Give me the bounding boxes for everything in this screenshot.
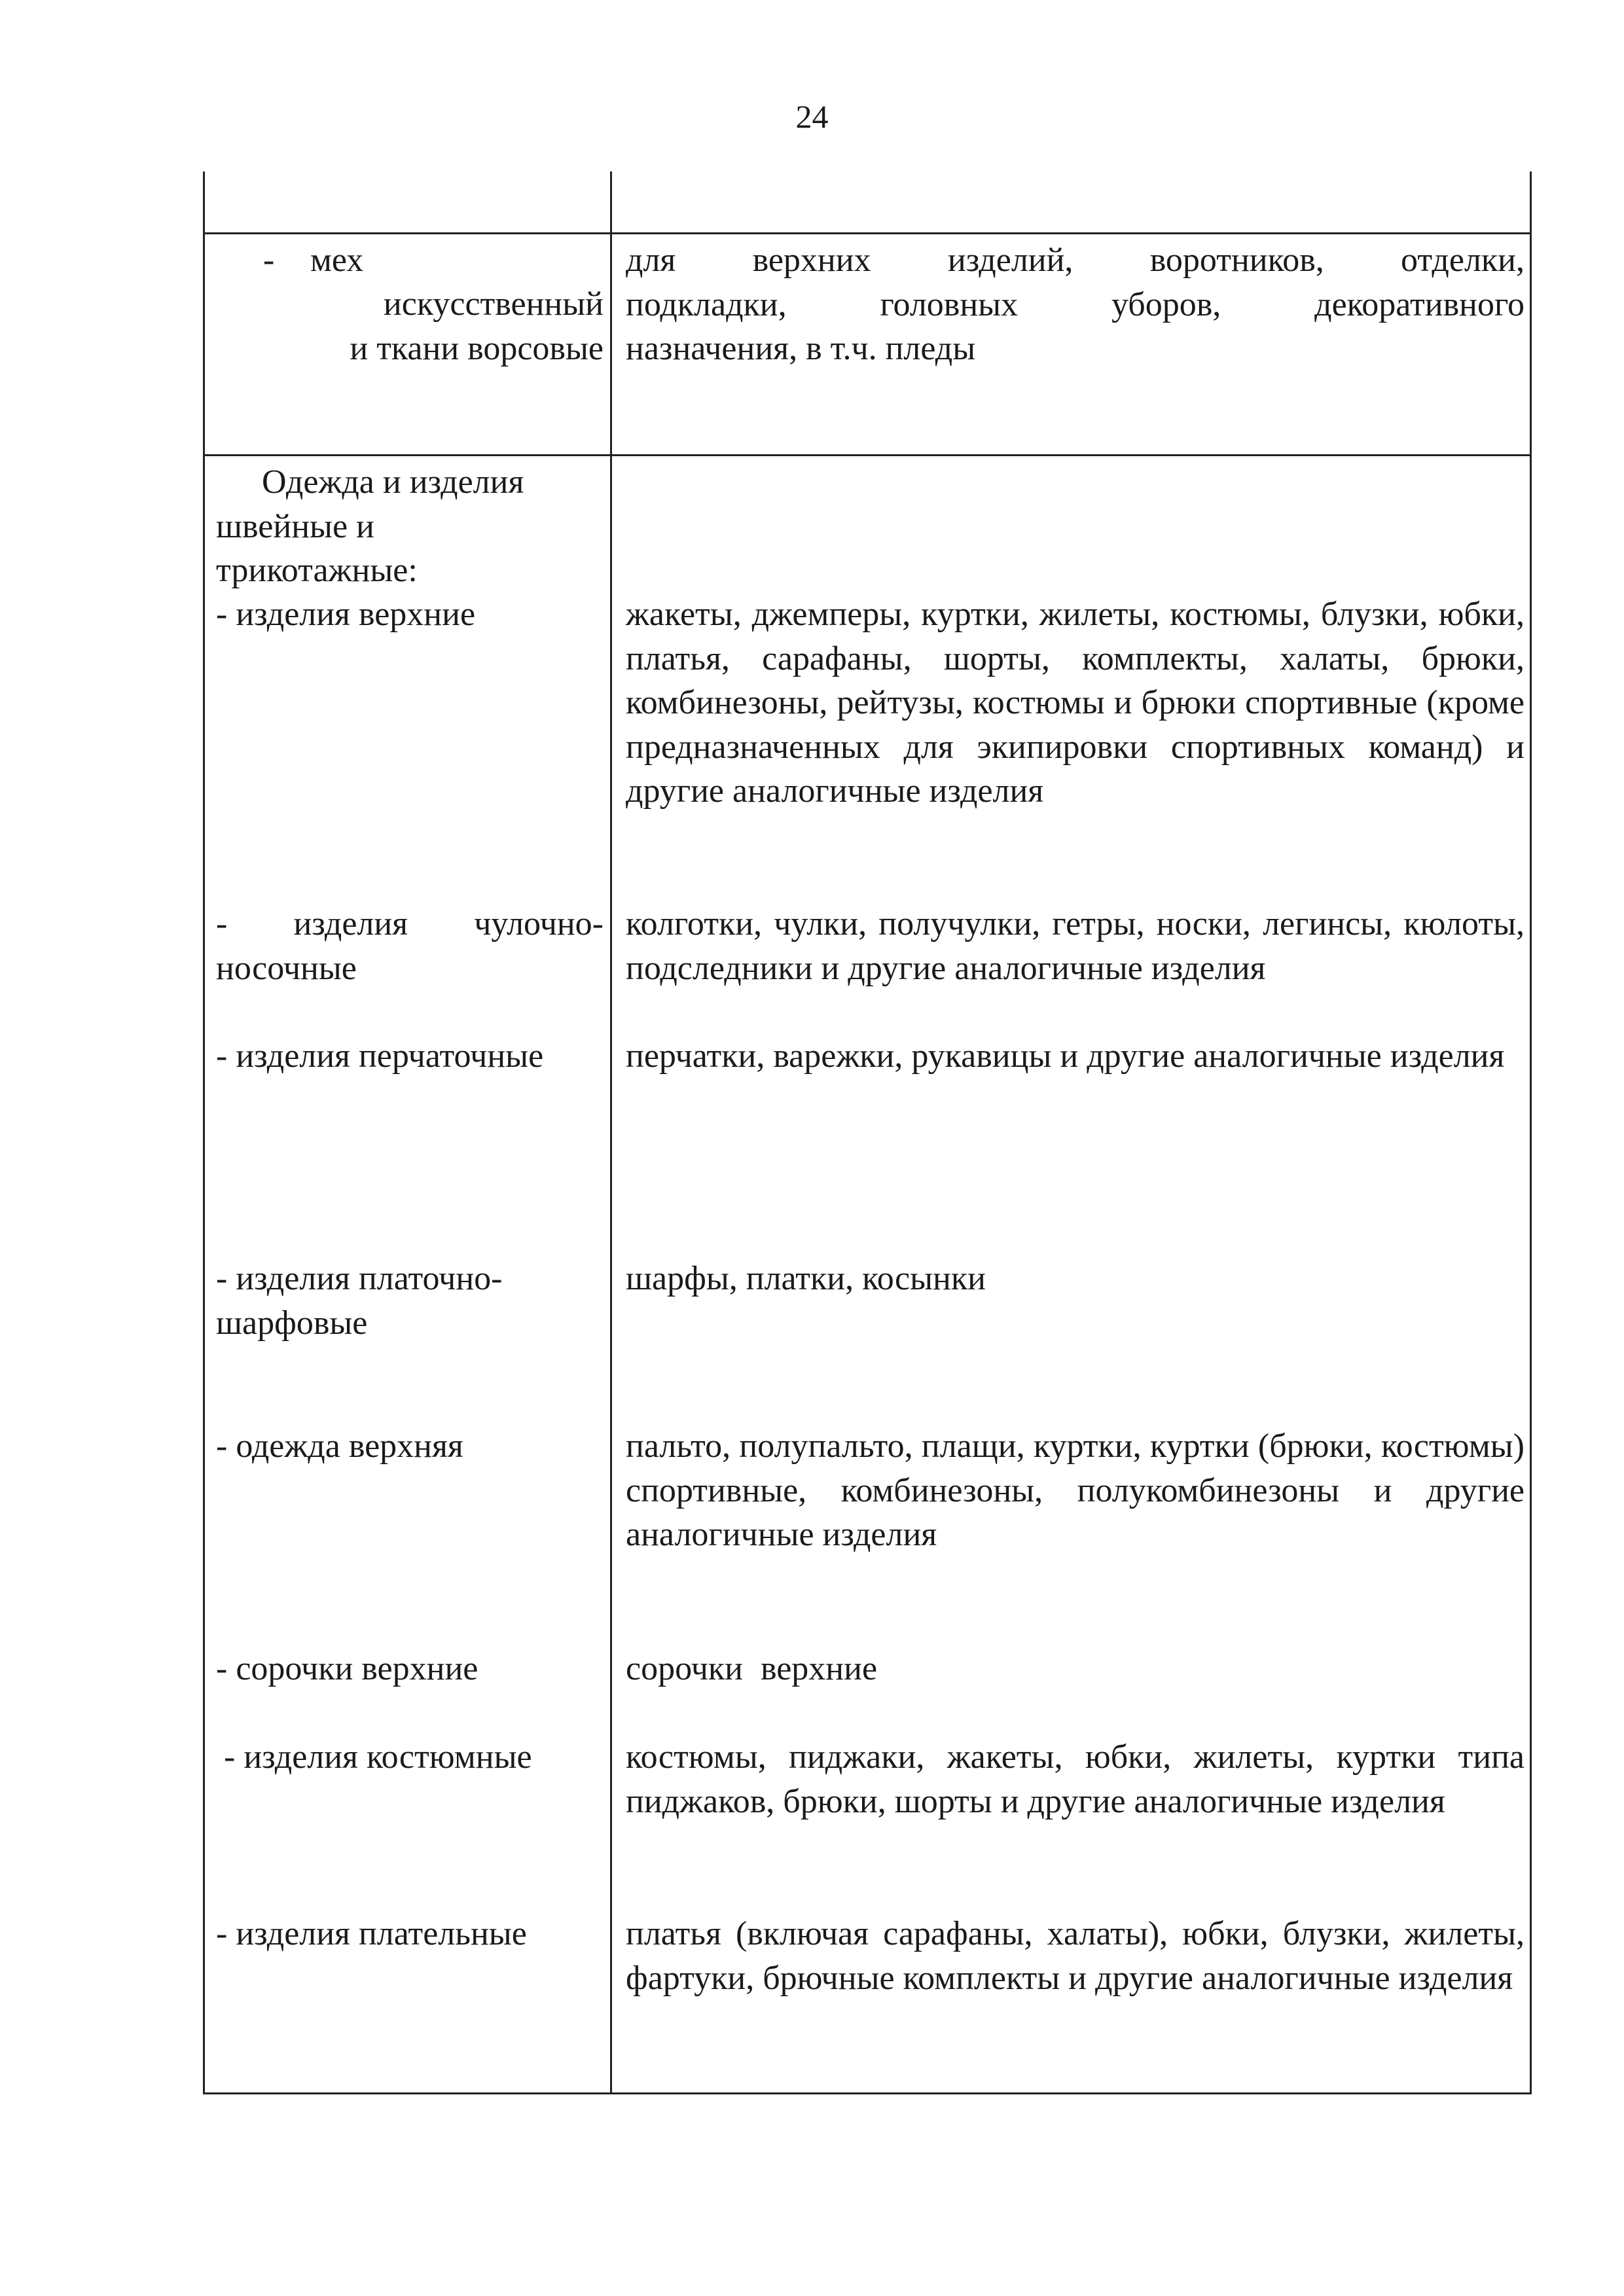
fur-desc-line-1: для верхних изделий, воротников, отделки, (626, 242, 1525, 279)
item-desc-dresses: платья (включая сарафаны, халаты), юбки, блузки, жилеты, фартуки, брючные комплекты и другие аналогичные изделия (626, 1915, 1525, 1997)
item-label-hosiery (216, 902, 604, 990)
item-label-outerwear: - одежда верхняя (216, 1427, 463, 1465)
item-label-scarves-line-1: - изделия платочно- (216, 1260, 503, 1297)
item-desc-gloves: перчатки, варежки, рукавицы и другие аналогичные изделия (626, 1037, 1505, 1075)
table-border-left (203, 171, 205, 2094)
table-column-divider (610, 171, 612, 2094)
item-label-gloves: - изделия перчаточные (216, 1037, 544, 1075)
item-label-dresses: - изделия плательные (216, 1915, 527, 1952)
item-label-scarves-line-2: шарфовые (216, 1304, 368, 1342)
row-divider-1 (203, 232, 1532, 234)
fur-word-pile-fabrics: и ткани ворсовые (350, 329, 604, 367)
item-label-hosiery-line-2: носочные (216, 949, 357, 987)
item-label-hosiery-line-1: - изделия чулочно- (216, 905, 604, 942)
clothing-heading (216, 460, 604, 593)
item-desc-shirts: сорочки верхние (626, 1650, 878, 1687)
table-border-right (1530, 171, 1532, 2094)
item-label-suits (216, 1735, 604, 1780)
fur-desc-line-3: назначения, в т.ч. пледы (626, 330, 976, 367)
fur-desc-line-2: подкладки, головных уборов, декоративного (626, 285, 1525, 323)
fur-dash: - (263, 242, 275, 279)
row-divider-2 (203, 454, 1532, 456)
item-label-scarves (216, 1257, 604, 1345)
item-desc-suits: костюмы, пиджаки, жакеты, юбки, жилеты, куртки типа пиджаков, брюки, шорты и другие аналогичные изделия (626, 1738, 1525, 1820)
item-label-shirts: - сорочки верхние (216, 1650, 478, 1687)
clothing-heading-line-2: швейные и (216, 507, 374, 545)
item-desc-outer: жакеты, джемперы, куртки, жилеты, костюмы, блузки, юбки, платья, сарафаны, шорты, комплекты, халаты, брюки, комбинезоны, рейтузы, костюмы и брюки спортивные (кроме предназначенных для экипировки спортивных команд) и другие аналогичные изделия (626, 596, 1525, 810)
fur-row-description (626, 238, 1525, 371)
table-border-bottom (203, 2092, 1532, 2094)
fur-word-artificial: искусственный (383, 285, 604, 323)
clothing-heading-line-1: Одежда и изделия (262, 463, 524, 501)
page-number: 24 (795, 98, 829, 135)
goods-table (203, 171, 1532, 2094)
fur-word-fur: мех (310, 242, 364, 279)
item-label-suits-text: - изделия костюмные (224, 1738, 532, 1776)
item-desc-scarves: шарфы, платки, косынки (626, 1260, 986, 1297)
item-desc-outerwear: пальто, полупальто, плащи, куртки, куртки (брюки, костюмы) спортивные, комбинезоны, полукомбинезоны и другие аналогичные изделия (626, 1427, 1525, 1553)
item-label-outer: - изделия верхние (216, 596, 476, 633)
item-desc-hosiery: колготки, чулки, получулки, гетры, носки, легинсы, кюлоты, подследники и другие аналогичные изделия (626, 905, 1525, 987)
clothing-heading-line-3: трикотажные: (216, 552, 418, 589)
fur-row-label (263, 238, 604, 370)
